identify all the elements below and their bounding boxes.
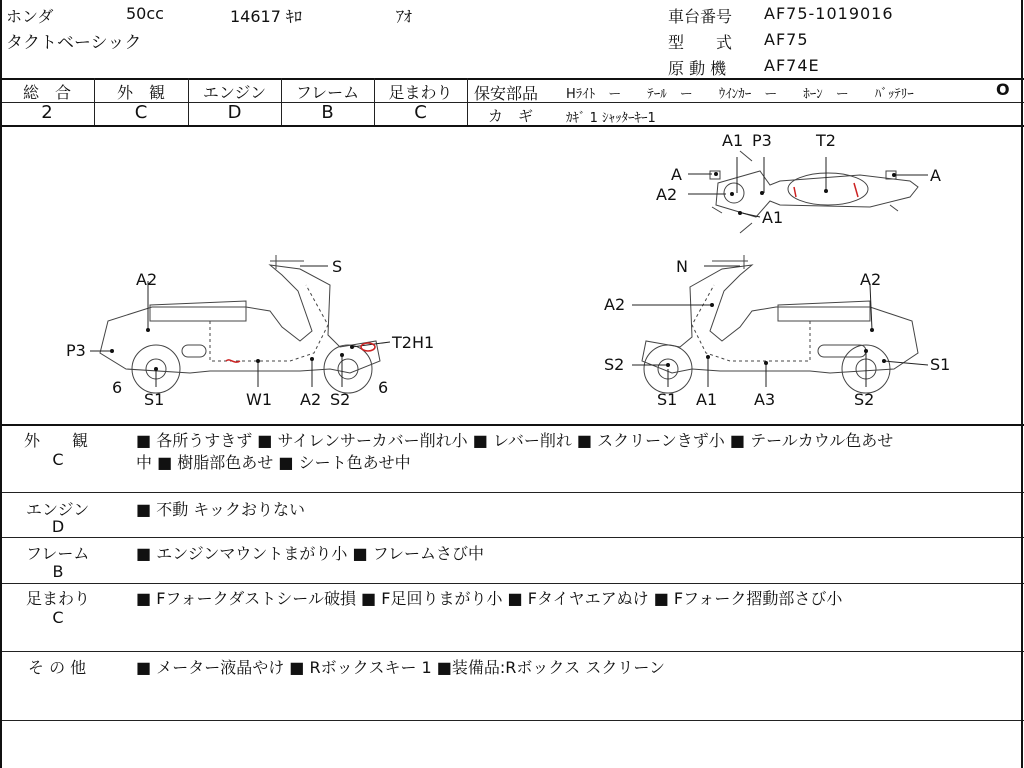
left-label-6a: 6 bbox=[112, 378, 123, 397]
left-label-w1: W1 bbox=[246, 390, 272, 409]
safety-label: 保安部品 bbox=[474, 84, 539, 103]
top-label-a1-lower: A1 bbox=[762, 208, 784, 227]
type-value: AF75 bbox=[764, 30, 809, 49]
key-label: カ ギ bbox=[488, 107, 534, 125]
remark-line-engine-1: ■ 不動 キックおりない bbox=[136, 500, 305, 519]
remark-grade-engine: D bbox=[51, 517, 65, 536]
left-label-s2: S2 bbox=[330, 390, 351, 409]
remark-line-other-1: ■ メーター液晶やけ ■ Rボックスキー 1 ■装備品:Rボックス スクリーン bbox=[136, 658, 666, 677]
remark-line-exterior-1: ■ 各所うすきず ■ サイレンサーカバー削れ小 ■ レバー削れ ■ スクリーンきず小 ■ テールカウル色あせ bbox=[136, 431, 894, 450]
leader-lines bbox=[90, 157, 928, 387]
color: ｱｵ bbox=[396, 7, 413, 26]
rating-value-exterior: C bbox=[134, 102, 148, 123]
top-label-a-right: A bbox=[930, 166, 941, 185]
top-label-a-left: A bbox=[671, 165, 682, 184]
rating-label-total: 総 合 bbox=[22, 83, 71, 102]
frame-value: AF75-1019016 bbox=[764, 4, 894, 23]
remark-title-suspension: 足まわり bbox=[26, 589, 91, 608]
remark-line-exterior-2: 中 ■ 樹脂部色あせ ■ シート色あせ中 bbox=[136, 453, 411, 472]
left-label-6b: 6 bbox=[378, 378, 389, 397]
right-label-a3: A3 bbox=[754, 390, 776, 409]
right-label-a2-left: A2 bbox=[604, 295, 626, 314]
right-label-s2-left: S2 bbox=[604, 355, 625, 374]
remark-line-frame-1: ■ エンジンマウントまがり小 ■ フレームさび中 bbox=[136, 544, 485, 563]
displacement: 50cc bbox=[126, 4, 164, 23]
top-label-a2: A2 bbox=[656, 185, 678, 204]
left-label-s: S bbox=[332, 257, 343, 276]
right-label-n: N bbox=[676, 257, 688, 276]
remark-divider-1 bbox=[0, 492, 1024, 493]
remark-title-other: そ の 他 bbox=[28, 658, 87, 677]
engine-label: 原 動 機 bbox=[668, 59, 727, 78]
top-label-a1: A1 bbox=[722, 131, 744, 150]
right-label-a2-top: A2 bbox=[860, 270, 882, 289]
model-name: タクトベーシック bbox=[6, 33, 142, 53]
rating-value-frame: B bbox=[321, 102, 334, 123]
remark-title-frame: フレーム bbox=[26, 544, 90, 563]
remark-grade-exterior: C bbox=[52, 450, 64, 469]
rating-value-suspension: C bbox=[414, 102, 427, 123]
rating-value-total: 2 bbox=[41, 102, 53, 123]
top-label-t2: T2 bbox=[816, 131, 836, 150]
frame-label: 車台番号 bbox=[668, 7, 733, 26]
left-label-t2h1: T2H1 bbox=[392, 333, 435, 352]
top-view-scooter bbox=[710, 151, 918, 233]
rating-label-exterior: 外 観 bbox=[116, 83, 165, 102]
rating-label-engine: エンジン bbox=[202, 83, 267, 102]
left-label-s1: S1 bbox=[144, 390, 165, 409]
right-label-a1: A1 bbox=[696, 390, 718, 409]
right-label-s2-bottom: S2 bbox=[854, 390, 875, 409]
safety-items: Hﾗｲﾄ ー ﾃｰﾙ ー ｳｲﾝｶｰ ー ﾎｰﾝ ー ﾊﾞｯﾃﾘｰ bbox=[566, 87, 914, 102]
mileage: 14617 ｷﾛ bbox=[230, 7, 302, 26]
remark-title-exterior: 外 観 bbox=[24, 431, 89, 450]
remark-title-engine: エンジン bbox=[26, 500, 90, 519]
right-label-s1: S1 bbox=[657, 390, 678, 409]
rating-label-frame: フレーム bbox=[295, 83, 360, 102]
key-value: ｶｷﾞ 1 ｼｬｯﾀｰｷｰ1 bbox=[566, 111, 656, 126]
remark-divider-4 bbox=[0, 651, 1024, 652]
maker: ホンダ bbox=[6, 7, 54, 26]
engine-value: AF74E bbox=[764, 56, 820, 75]
remark-divider-5 bbox=[0, 720, 1024, 721]
remark-grade-suspension: C bbox=[52, 608, 64, 627]
rating-value-engine: D bbox=[227, 102, 242, 123]
left-label-a2-bottom: A2 bbox=[300, 390, 322, 409]
top-label-p3: P3 bbox=[752, 131, 772, 150]
remark-line-suspension-1: ■ Fフォークダストシール破損 ■ F足回りまがり小 ■ Fタイヤエアぬけ ■ Fフォーク摺動部さび小 bbox=[136, 589, 843, 608]
left-label-a2: A2 bbox=[136, 270, 158, 289]
left-label-p3: P3 bbox=[66, 341, 86, 360]
right-label-s1-right: S1 bbox=[930, 355, 951, 374]
type-label: 型 式 bbox=[668, 33, 733, 52]
battery-mark: O bbox=[996, 80, 1010, 99]
remark-divider-2 bbox=[0, 537, 1024, 538]
rating-label-suspension: 足まわり bbox=[388, 83, 453, 102]
remark-grade-frame: B bbox=[52, 562, 64, 581]
rating-sep-5 bbox=[467, 78, 468, 125]
remark-divider-3 bbox=[0, 583, 1024, 584]
